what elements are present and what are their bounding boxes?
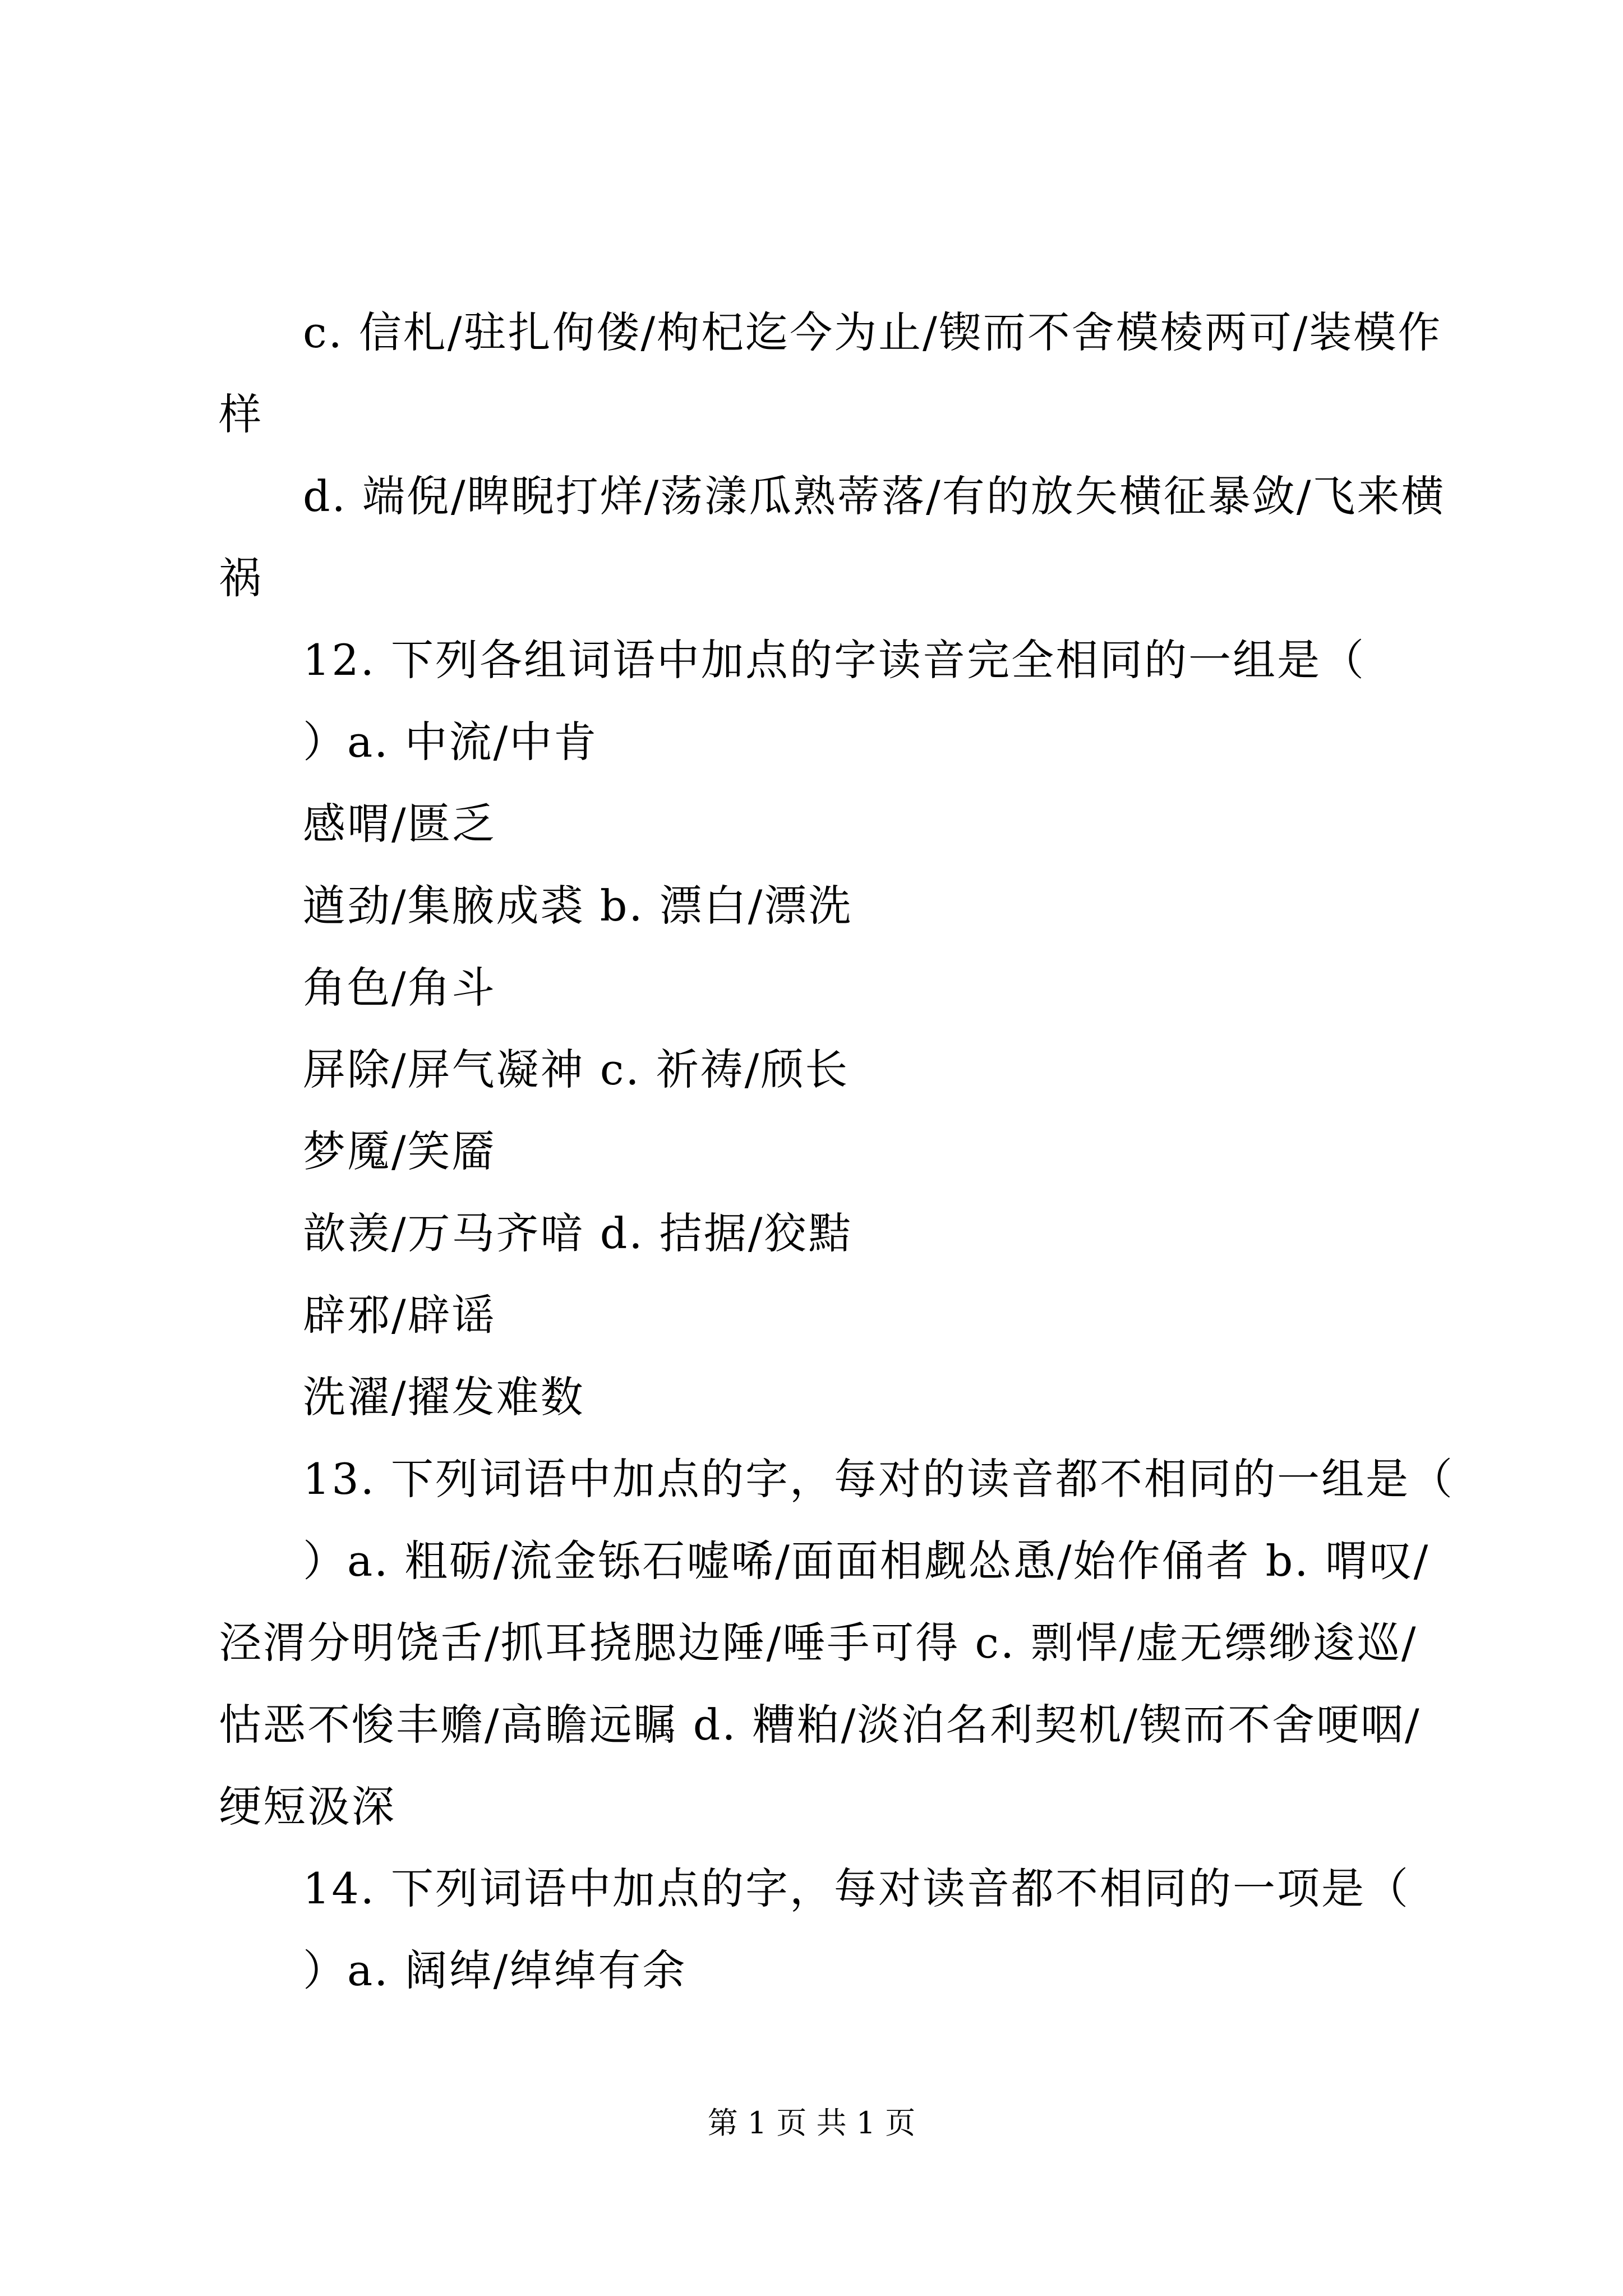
text-line: ）a. 中流/中肯 xyxy=(303,717,598,767)
text-line: ）a. 阔绰/绰绰有余 xyxy=(303,1945,687,1995)
text-line: 13. 下列词语中加点的字，每对的读音都不相同的一组是（ xyxy=(303,1454,1455,1504)
text-line: 感喟/匮乏 xyxy=(303,799,496,849)
text-line: 歆羡/万马齐喑 d. 拮据/狡黠 xyxy=(303,1208,853,1258)
page-footer: 第 1 页 共 1 页 xyxy=(707,2105,916,2141)
text-line: d. 端倪/睥睨打烊/荡漾瓜熟蒂落/有的放矢横征暴敛/飞来横 xyxy=(303,471,1446,521)
text-line: 12. 下列各组词语中加点的字读音完全相同的一组是（ xyxy=(303,635,1366,685)
text-line: c. 信札/驻扎佝偻/枸杞迄今为止/锲而不舍模棱两可/装模作 xyxy=(303,307,1442,357)
document-body xyxy=(219,292,1455,2012)
text-line: 14. 下列词语中加点的字，每对读音都不相同的一项是（ xyxy=(303,1864,1410,1913)
text-line: ）a. 粗砺/流金铄石嘘唏/面面相觑怂恿/始作俑者 b. 喟叹/ xyxy=(303,1536,1430,1586)
text-line: 辟邪/辟谣 xyxy=(303,1290,496,1340)
text-line: 屏除/屏气凝神 c. 祈祷/颀长 xyxy=(303,1045,850,1094)
text-line: 泾渭分明饶舌/抓耳挠腮边陲/唾手可得 c. 剽悍/虚无缥缈逡巡/ xyxy=(219,1618,1418,1668)
text-line: 祸 xyxy=(219,553,263,603)
text-line: 怙恶不悛丰赡/高瞻远瞩 d. 糟粕/淡泊名利契机/锲而不舍哽咽/ xyxy=(219,1700,1421,1750)
text-line: 角色/角斗 xyxy=(303,963,496,1013)
text-line: 样 xyxy=(219,389,263,439)
text-line: 洗濯/擢发难数 xyxy=(303,1372,585,1422)
text-line: 遒劲/集腋成裘 b. 漂白/漂洗 xyxy=(303,881,853,931)
text-line: 梦魇/笑靥 xyxy=(303,1126,496,1176)
text-line: 绠短汲深 xyxy=(219,1782,396,1832)
